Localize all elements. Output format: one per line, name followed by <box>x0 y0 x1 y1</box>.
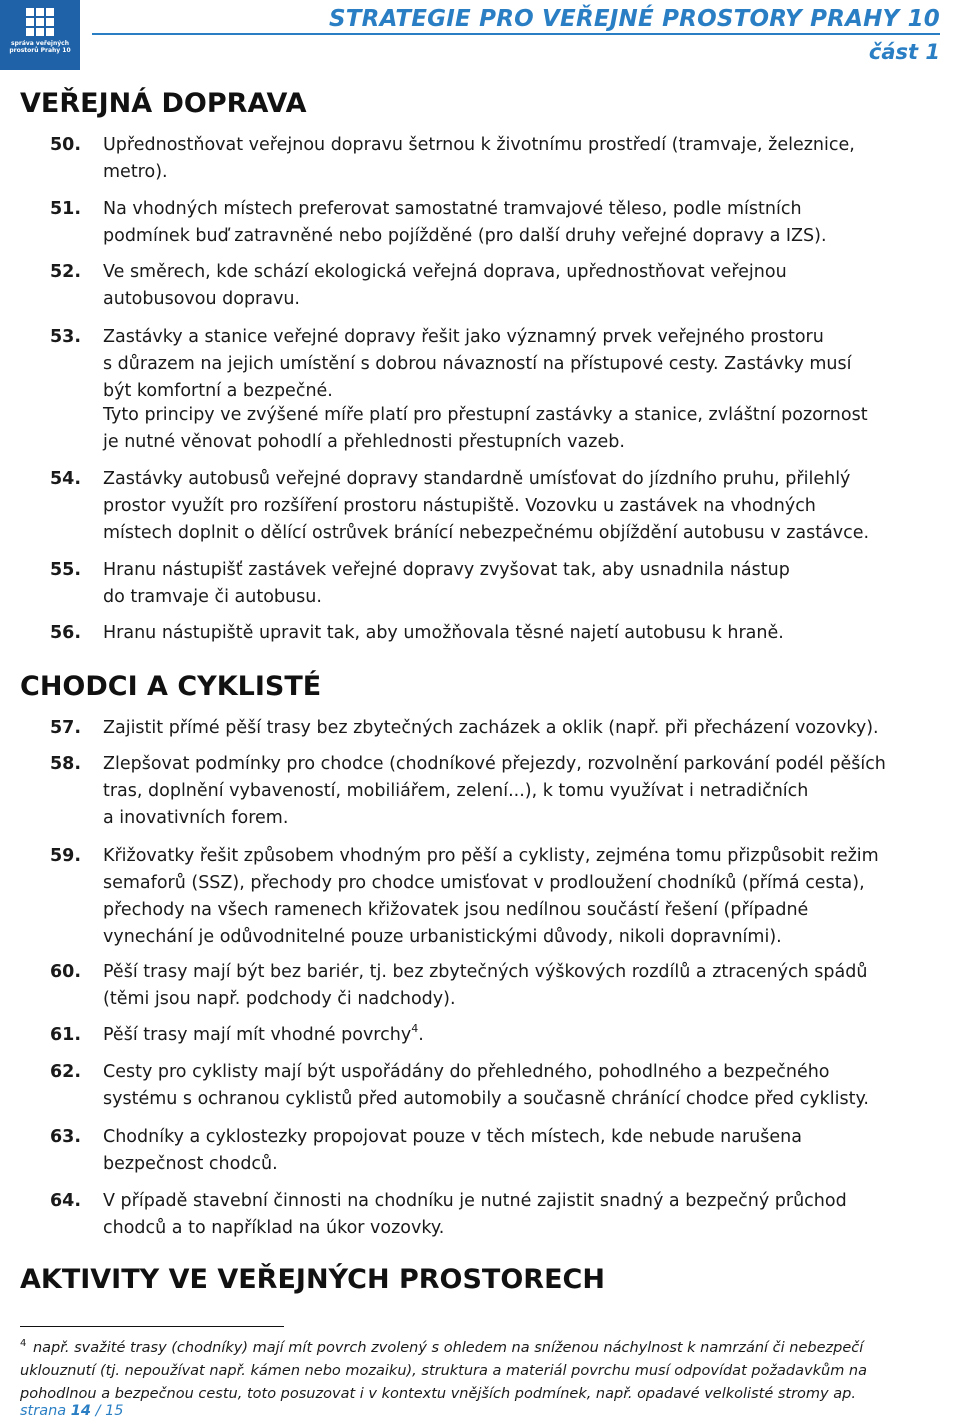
item-line: systému s ochranou cyklistů před automobily a současně chránící chodce před cyklisty. <box>103 1089 869 1109</box>
item-line: podmínek buď zatravněné nebo pojížděné (pro další druhy veřejné dopravy a IZS). <box>103 226 827 246</box>
item-number: 50. <box>50 135 82 155</box>
item-line: bezpečnost chodců. <box>103 1154 278 1174</box>
item-number: 52. <box>50 262 82 282</box>
item-line: Pěší trasy mají být bez bariér, tj. bez zbytečných výškových rozdílů a ztracených spádů <box>103 962 868 982</box>
logo-grid-icon <box>26 8 54 36</box>
item-line: autobusovou dopravu. <box>103 289 300 309</box>
item-number: 54. <box>50 469 82 489</box>
item-line: a inovativních forem. <box>103 808 289 828</box>
item-number: 57. <box>50 718 82 738</box>
section-heading-public-transport: VEŘEJNÁ DOPRAVA <box>20 88 307 119</box>
item-line: Zastávky a stanice veřejné dopravy řešit jako významný prvek veřejného prostoru <box>103 327 824 347</box>
item-line: s důrazem na jejich umístění s dobrou návazností na přístupové cesty. Zastávky musí <box>103 354 852 374</box>
section-heading-activities: AKTIVITY VE VEŘEJNÝCH PROSTORECH <box>20 1264 605 1295</box>
item-line: metro). <box>103 162 168 182</box>
page-total: 15 <box>105 1403 124 1419</box>
document-title: STRATEGIE PRO VEŘEJNÉ PROSTORY PRAHY 10 <box>329 6 940 32</box>
footnote-line: uklouznutí (tj. nepoužívat např. kámen nebo mozaiku), struktura a materiál povrchu musí odpovídat požadavkům na <box>20 1363 868 1379</box>
item-number: 51. <box>50 199 82 219</box>
item-line: chodců a to například na úkor vozovky. <box>103 1218 445 1238</box>
item-number: 58. <box>50 754 82 774</box>
page-separator: / <box>95 1403 101 1419</box>
item-line: Chodníky a cyklostezky propojovat pouze v těch místech, kde nebude narušena <box>103 1127 802 1147</box>
list-item <box>50 324 960 405</box>
item-line: do tramvaje či autobusu. <box>103 587 322 607</box>
item-number: 53. <box>50 327 82 347</box>
page-label: strana <box>20 1403 67 1419</box>
header-divider <box>92 33 940 35</box>
item-line: místech doplnit o dělící ostrůvek bránící nebezpečnému objíždění autobusu v zastávce. <box>103 523 870 543</box>
item-line-end: . <box>418 1025 424 1045</box>
logo-text: správa veřejných prostorů Prahy 10 <box>9 40 71 54</box>
list-item <box>50 620 960 647</box>
item-line: Zajistit přímé pěší trasy bez zbytečných zacházek a oklik (např. při přecházení vozovky). <box>103 718 879 738</box>
page-number <box>20 1401 124 1421</box>
item-line: Hranu nástupiště upravit tak, aby umožňovala těsné najetí autobusu k hraně. <box>103 623 784 643</box>
item-number: 60. <box>50 962 82 982</box>
list-item <box>50 1022 960 1049</box>
list-item <box>50 751 960 832</box>
item-line: Na vhodných místech preferovat samostatné tramvajové těleso, podle místních <box>103 199 802 219</box>
item-line: Hranu nástupišť zastávek veřejné dopravy zvyšovat tak, aby usnadnila nástup <box>103 560 790 580</box>
document-part: část 1 <box>868 40 940 64</box>
item-line: Zlepšovat podmínky pro chodce (chodníkové přejezdy, rozvolnění parkování podél pěších <box>103 754 886 774</box>
note-line: je nutné věnovat pohodlí a přehlednosti přestupních vazeb. <box>103 432 625 452</box>
item-line: prostor využít pro rozšíření prostoru nástupiště. Vozovku u zastávek na vhodných <box>103 496 816 516</box>
item-number: 62. <box>50 1062 82 1082</box>
list-item <box>50 466 960 547</box>
transfer-note <box>103 402 960 456</box>
footnote-line: pohodlnou a bezpečnou cestu, toto posuzovat i v kontextu vnějších podmínek, např. opadavé velkolisté stromy ap. <box>20 1386 856 1402</box>
item-number: 61. <box>50 1025 82 1045</box>
item-line: Zastávky autobusů veřejné dopravy standardně umísťovat do jízdního pruhu, přilehlý <box>103 469 851 489</box>
item-number: 63. <box>50 1127 82 1147</box>
list-item <box>50 1124 960 1178</box>
page-current: 14 <box>70 1403 91 1419</box>
item-line: V případě stavební činnosti na chodníku je nutné zajistit snadný a bezpečný průchod <box>103 1191 847 1211</box>
list-item <box>50 1188 960 1242</box>
item-number: 59. <box>50 846 82 866</box>
footnote-line: např. svažité trasy (chodníky) mají mít povrch zvolený s ohledem na sníženou náchylnost k namrzání či nebezpečí <box>32 1340 864 1356</box>
footnote <box>20 1332 960 1406</box>
list-item <box>50 259 960 313</box>
item-line: být komfortní a bezpečné. <box>103 381 333 401</box>
footnote-reference[interactable]: 4 <box>411 1022 419 1035</box>
list-item <box>50 959 960 1013</box>
item-line: Upřednostňovat veřejnou dopravu šetrnou k životnímu prostředí (tramvaje, železnice, <box>103 135 855 155</box>
list-item <box>50 715 960 742</box>
logo <box>0 0 80 70</box>
list-item <box>50 1059 960 1113</box>
item-line: Křižovatky řešit způsobem vhodným pro pěší a cyklisty, zejména tomu přizpůsobit režim <box>103 846 879 866</box>
item-line: Pěší trasy mají mít vhodné povrchy <box>103 1025 412 1045</box>
item-number: 64. <box>50 1191 82 1211</box>
note-line: Tyto principy ve zvýšené míře platí pro přestupní zastávky a stanice, zvláštní pozornost <box>103 405 868 425</box>
list-item <box>50 132 960 186</box>
list-item <box>50 557 960 611</box>
footnote-divider <box>20 1326 284 1327</box>
item-line: semaforů (SSZ), přechody pro chodce umisťovat v prodloužení chodníků (přímá cesta), <box>103 873 865 893</box>
list-item <box>50 843 960 951</box>
footnote-number: 4 <box>20 1338 27 1349</box>
item-line: Cesty pro cyklisty mají být uspořádány do přehledného, pohodlného a bezpečného <box>103 1062 830 1082</box>
section-heading-pedestrians-cyclists: CHODCI A CYKLISTÉ <box>20 671 322 702</box>
item-line: vynechání je odůvodnitelné pouze urbanistickými důvody, nikoli dopravními). <box>103 927 782 947</box>
item-number: 55. <box>50 560 82 580</box>
item-line: tras, doplnění vybaveností, mobiliářem, zelení...), k tomu využívat i netradičních <box>103 781 809 801</box>
item-line: Ve směrech, kde schází ekologická veřejná doprava, upřednostňovat veřejnou <box>103 262 787 282</box>
item-number: 56. <box>50 623 82 643</box>
list-item <box>50 196 960 250</box>
item-line: (těmi jsou např. podchody či nadchody). <box>103 989 456 1009</box>
item-line: přechody na všech ramenech křižovatek jsou nedílnou součástí řešení (případné <box>103 900 809 920</box>
